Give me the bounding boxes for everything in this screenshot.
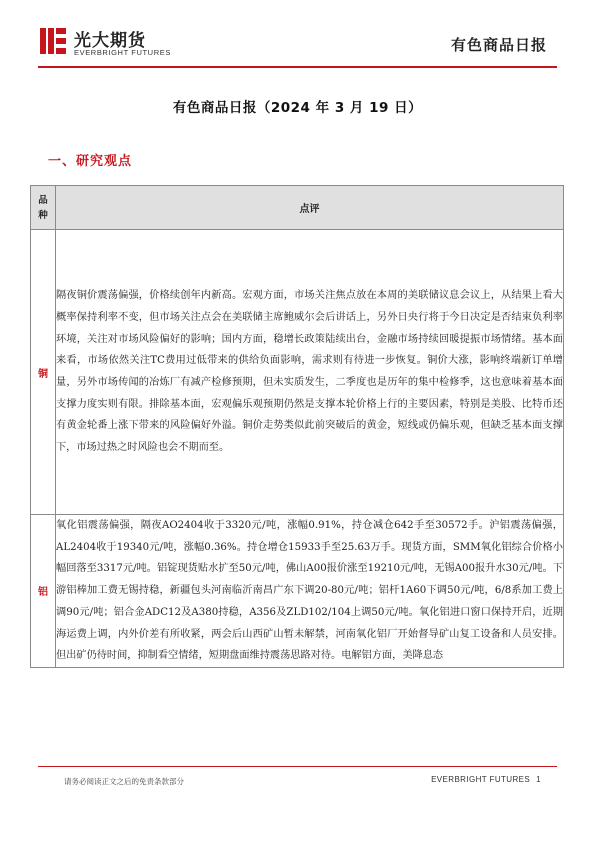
comment-cell: 隔夜铜价震荡偏强，价格续创年内新高。宏观方面，市场关注焦点放在本周的美联储议息会议上，从结果上看大概率保持利率不变，但市场关注点会在美联储主席鲍威尔会后讲话上，另外日央行将于今日决定是否结束负利率环境，关注对市场风险偏好的影响；国内方面，稳增长政策陆续出台，金融市场持续回暖提振市场情绪。基本面来看，市场依然关注TC费用过低带来的供给负面影响，需求则有待进一步恢复。铜价大涨，影响终端新订单增量，另外市场传闻的冶炼厂有减产检修预期，但未实质发生，二季度也是历年的集中检修季，这也意味着基本面支撑力度实则有限。排除基本面，宏观偏乐观预期仍然是支撑本轮价格上行的主要因素，特别是美股、比特币还有黄金轮番上涨下带来的风险偏好外溢。铜价走势类似此前突破后的黄金，短线或仍偏乐观，但缺乏基本面支撑下，市场过热之时风险也会不期而至。	[56, 230, 564, 515]
footer-divider	[38, 766, 557, 767]
header-report-title: 有色商品日报	[450, 36, 547, 54]
document-title: 有色商品日报（2024 年 3 月 19 日）	[172, 100, 423, 116]
table-header-row	[31, 186, 564, 230]
footer-brand-en: EVERBRIGHT FUTURES	[431, 775, 531, 784]
footer-brand	[431, 775, 541, 784]
header-variety	[31, 186, 56, 230]
table-row	[31, 515, 564, 668]
header-variety-line1: 品	[38, 194, 48, 206]
logo-brand-en: EVERBRIGHT FUTURES	[74, 48, 171, 57]
variety-cell: 铜	[31, 230, 56, 515]
page-number: 1	[536, 775, 541, 784]
header-comment: 点评	[56, 186, 564, 230]
section-heading: 一、研究观点	[48, 154, 133, 169]
footer-disclaimer: 请务必阅读正文之后的免责条款部分	[64, 777, 184, 786]
header-variety-line2: 种	[38, 209, 48, 221]
logo-brand-cn: 光大期货	[74, 31, 146, 51]
variety-cell: 铝	[31, 515, 56, 668]
table-row	[31, 230, 564, 515]
comment-cell: 氧化铝震荡偏强，隔夜AO2404收于3320元/吨，涨幅0.91%，持仓减仓642手至30572手。沪铝震荡偏强，AL2404收于19340元/吨，涨幅0.36%。持仓增仓15933手至25.63万手。现货方面，SMM氧化铝综合价格小幅回落至3317元/吨。铝锭现货贴水扩至50元/吨，佛山A00报价涨至19210元/吨，无锡A00报升水30元/吨。下游铝棒加工费无锡持稳，新疆包头河南临沂南昌广东下调20-80元/吨；铝杆1A60下调50元/吨，6/8系加工费上调90元/吨；铝合金ADC12及A380持稳，A356及ZLD102/104上调50元/吨。氧化铝进口窗口保持开启，近期海运费上调，内外价差有所收紧，两会后山西矿山暂未解禁，河南氧化铝厂开始督导矿山复工设备和人员安排。但出矿仍待时间，抑制看空情绪，短期盘面维持震荡思路对待。电解铝方面，美降息态	[56, 515, 564, 668]
research-view-table	[30, 185, 564, 668]
